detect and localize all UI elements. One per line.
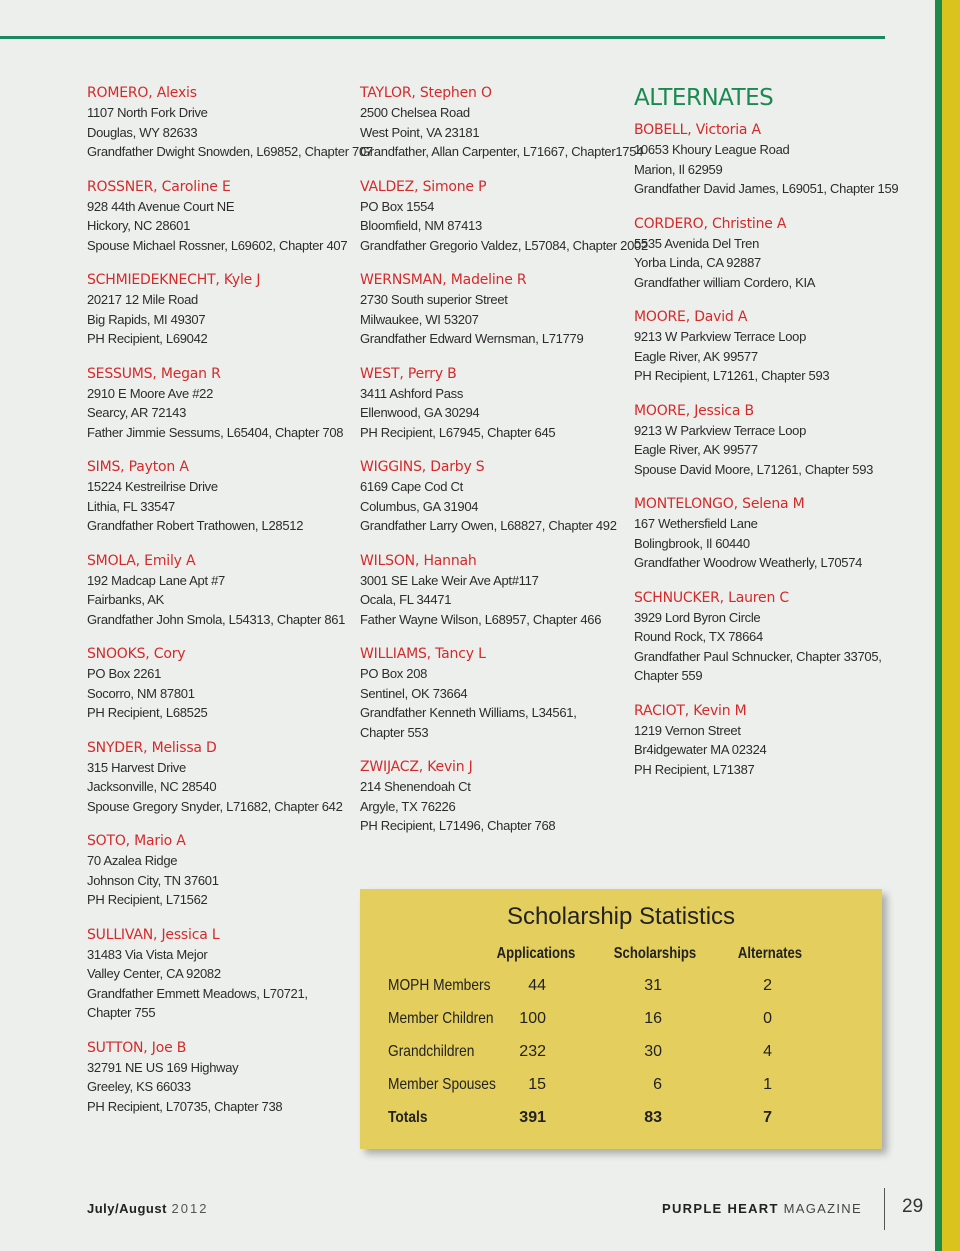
recipient-entry: [87, 457, 352, 536]
edge-stripe-green: [935, 0, 942, 1251]
recipient-name: SULLIVAN, Jessica L: [87, 926, 220, 943]
recipient-entry: [634, 701, 924, 780]
recipient-name: CORDERO, Christine A: [634, 215, 787, 232]
recipient-detail-line: Grandfather, Allan Carpenter, L71667, Chapter1754: [360, 144, 644, 159]
recipient-entry: [360, 457, 625, 536]
recipient-detail-line: PH Recipient, L71387: [634, 761, 755, 777]
recipient-name: WIGGINS, Darby S: [360, 459, 485, 475]
recipient-entry: [634, 307, 924, 386]
recipient-detail-line: Fairbanks, AK: [87, 592, 165, 607]
stats-row: [360, 1010, 882, 1040]
recipient-detail-line: PH Recipient, L68525: [87, 705, 208, 720]
recipient-detail-line: Argyle, TX 76226: [360, 798, 456, 814]
recipient-detail-line: Bolingbrook, Il 60440: [634, 535, 750, 551]
recipient-detail-line: PH Recipient, L67945, Chapter 645: [360, 424, 556, 440]
recipient-entry: [360, 644, 625, 742]
recipient-name: ROMERO, Alexis: [87, 85, 197, 101]
recipient-name: SCHNUCKER, Lauren C: [634, 589, 789, 606]
stats-value: 391: [519, 1109, 546, 1126]
alternates-heading: ALTERNATES: [634, 85, 774, 111]
recipient-detail-line: 192 Madcap Lane Apt #7: [87, 572, 225, 588]
recipient-detail-line: Grandfather Larry Owen, L68827, Chapter 492: [360, 518, 617, 533]
stats-value: 6: [653, 1076, 662, 1093]
stats-row-label: Member Spouses: [388, 1076, 496, 1093]
recipient-detail-line: Father Wayne Wilson, L68957, Chapter 466: [360, 611, 602, 627]
footer-magazine: [662, 1201, 862, 1216]
recipient-detail-line: 2500 Chelsea Road: [360, 105, 470, 120]
recipient-detail-line: Columbus, GA 31904: [360, 498, 479, 514]
recipient-entry: [87, 177, 352, 256]
recipient-detail-line: Lithia, FL 33547: [87, 498, 175, 514]
recipient-detail-line: Chapter 553: [360, 724, 429, 740]
recipient-detail-line: Searcy, AR 72143: [87, 405, 187, 420]
recipient-detail-line: 1219 Vernon Street: [634, 722, 741, 738]
recipient-name: MONTELONGO, Selena M: [634, 496, 805, 512]
recipient-detail-line: 2910 E Moore Ave #22: [87, 385, 214, 401]
recipient-entry: [87, 925, 352, 1023]
recipient-detail-line: 5535 Avenida Del Tren: [634, 235, 760, 251]
recipient-name: MOORE, David A: [634, 309, 748, 325]
recipient-detail-line: Marion, Il 62959: [634, 161, 723, 177]
recipient-name: SMOLA, Emily A: [87, 552, 196, 569]
footer-magazine-name: PURPLE HEART: [662, 1201, 779, 1216]
recipient-detail-line: 15224 Kestreilrise Drive: [87, 479, 218, 494]
stats-row: [360, 1109, 882, 1139]
recipient-detail-line: 167 Wethersfield Lane: [634, 516, 758, 531]
stats-header-alternates: Alternates: [737, 945, 803, 962]
recipient-name: VALDEZ, Simone P: [360, 178, 487, 195]
recipient-detail-line: PO Box 2261: [87, 666, 162, 681]
recipient-entry: [87, 738, 352, 817]
recipients-column-1: [87, 83, 373, 1131]
stats-row-label: Grandchildren: [388, 1043, 475, 1060]
recipient-name: RACIOT, Kevin M: [634, 702, 747, 719]
recipient-detail-line: Grandfather Woodrow Weatherly, L70574: [634, 555, 863, 570]
stats-row-label: Totals: [388, 1109, 428, 1126]
recipient-detail-line: 315 Harvest Drive: [87, 759, 186, 775]
footer-issue: [87, 1201, 208, 1216]
recipient-name: TAYLOR, Stephen O: [360, 85, 492, 101]
alternates-list: [634, 120, 924, 779]
recipient-entry: [87, 270, 352, 349]
recipient-name: ZWIJACZ, Kevin J: [360, 759, 473, 775]
recipient-detail-line: Valley Center, CA 92082: [87, 966, 221, 981]
stats-value: 232: [519, 1043, 546, 1060]
footer-issue-month: July/August: [87, 1201, 167, 1216]
stats-row-label: Member Children: [388, 1010, 494, 1027]
recipient-detail-line: 214 Shenendoah Ct: [360, 779, 471, 794]
recipient-detail-line: 3411 Ashford Pass: [360, 385, 464, 401]
recipient-detail-line: 1107 North Fork Drive: [87, 105, 208, 120]
recipient-name: WERNSMAN, Madeline R: [360, 272, 527, 288]
recipient-name: SNYDER, Melissa D: [87, 739, 217, 756]
recipient-detail-line: Ellenwood, GA 30294: [360, 405, 480, 420]
stats-header-applications: Applications: [496, 945, 576, 962]
recipient-name: SNOOKS, Cory: [87, 646, 186, 662]
recipient-entry: [634, 120, 924, 199]
stats-title: Scholarship Statistics: [506, 903, 736, 930]
recipient-detail-line: Yorba Linda, CA 92887: [634, 255, 761, 270]
recipient-detail-line: Grandfather Edward Wernsman, L71779: [360, 331, 584, 346]
recipient-detail-line: 3001 SE Lake Weir Ave Apt#117: [360, 572, 539, 588]
edge-stripe-yellow: [942, 0, 960, 1251]
recipient-name: BOBELL, Victoria A: [634, 122, 761, 138]
stats-value: 16: [644, 1010, 662, 1027]
recipient-name: SUTTON, Joe B: [87, 1039, 187, 1056]
recipient-detail-line: 20217 12 Mile Road: [87, 292, 198, 307]
recipient-detail-line: Eagle River, AK 99577: [634, 442, 758, 457]
recipient-entry: [634, 401, 924, 480]
recipient-entry: [87, 364, 352, 443]
page-number: 29: [902, 1196, 924, 1217]
stats-value: 100: [519, 1010, 546, 1027]
recipient-detail-line: Br4idgewater MA 02324: [634, 742, 767, 757]
recipient-detail-line: 928 44th Avenue Court NE: [87, 198, 235, 214]
recipient-detail-line: PH Recipient, L71261, Chapter 593: [634, 368, 830, 383]
stats-value: 4: [763, 1043, 772, 1060]
stats-row: [360, 1043, 882, 1073]
recipient-detail-line: PH Recipient, L69042: [87, 331, 208, 346]
recipient-detail-line: 3929 Lord Byron Circle: [634, 609, 761, 625]
recipient-detail-line: PO Box 1554: [360, 198, 435, 214]
recipient-detail-line: Chapter 559: [634, 668, 703, 683]
recipient-entry: [87, 1038, 352, 1117]
recipient-detail-line: PH Recipient, L71496, Chapter 768: [360, 818, 556, 833]
stats-value: 44: [528, 977, 546, 994]
stats-value: 1: [763, 1076, 772, 1093]
recipient-detail-line: Greeley, KS 66033: [87, 1079, 191, 1094]
recipient-entry: [360, 270, 625, 349]
stats-row-label: MOPH Members: [388, 977, 491, 994]
recipient-detail-line: Sentinel, OK 73664: [360, 685, 468, 701]
recipient-entry: [360, 364, 625, 443]
recipient-name: ROSSNER, Caroline E: [87, 178, 231, 195]
recipient-name: WEST, Perry B: [360, 365, 457, 382]
recipient-detail-line: Grandfather william Cordero, KIA: [634, 274, 816, 290]
footer-issue-year: 2012: [171, 1201, 209, 1216]
recipient-detail-line: Jacksonville, NC 28540: [87, 779, 217, 794]
scholarship-statistics-box: [360, 889, 882, 1149]
recipient-entry: [634, 214, 924, 293]
recipient-entry: [634, 494, 924, 573]
recipient-detail-line: Milwaukee, WI 53207: [360, 311, 479, 327]
recipient-detail-line: Father Jimmie Sessums, L65404, Chapter 708: [87, 424, 344, 440]
recipient-name: SIMS, Payton A: [87, 459, 189, 475]
stats-value: 83: [644, 1109, 662, 1126]
recipient-detail-line: Eagle River, AK 99577: [634, 348, 758, 364]
recipient-detail-line: Round Rock, TX 78664: [634, 629, 763, 644]
recipient-entry: [634, 588, 924, 686]
recipient-detail-line: Spouse Gregory Snyder, L71682, Chapter 642: [87, 798, 343, 814]
recipient-detail-line: Johnson City, TN 37601: [87, 872, 219, 888]
recipient-detail-line: West Point, VA 23181: [360, 124, 480, 140]
recipient-detail-line: 32791 NE US 169 Highway: [87, 1059, 239, 1075]
stats-row: [360, 977, 882, 1007]
recipient-entry: [360, 551, 625, 630]
footer-magazine-suffix: MAGAZINE: [783, 1201, 862, 1216]
recipient-entry: [360, 757, 625, 836]
recipient-detail-line: 6169 Cape Cod Ct: [360, 479, 463, 494]
recipient-detail-line: PO Box 208: [360, 666, 428, 681]
recipient-detail-line: Grandfather Emmett Meadows, L70721,: [87, 985, 308, 1001]
stats-value: 7: [763, 1109, 772, 1126]
recipient-detail-line: Socorro, NM 87801: [87, 685, 195, 701]
recipient-detail-line: PH Recipient, L70735, Chapter 738: [87, 1098, 283, 1114]
recipient-entry: [87, 644, 352, 723]
recipient-detail-line: 2730 South superior Street: [360, 292, 508, 307]
footer-divider: [884, 1188, 885, 1230]
recipient-detail-line: Douglas, WY 82633: [87, 124, 198, 140]
recipient-name: SOTO, Mario A: [87, 833, 186, 849]
stats-value: 2: [763, 977, 772, 994]
recipient-detail-line: Grandfather Kenneth Williams, L34561,: [360, 705, 577, 720]
recipient-entry: [87, 831, 352, 910]
recipient-detail-line: Spouse David Moore, L71261, Chapter 593: [634, 461, 874, 477]
recipient-detail-line: 10653 Khoury League Road: [634, 142, 790, 157]
recipient-name: MOORE, Jessica B: [634, 402, 754, 419]
stats-value: 30: [644, 1043, 662, 1060]
recipient-detail-line: Grandfather Paul Schnucker, Chapter 33705,: [634, 648, 882, 664]
recipient-detail-line: 9213 W Parkview Terrace Loop: [634, 422, 807, 438]
stats-value: 0: [763, 1010, 772, 1027]
recipients-column-2: [360, 83, 648, 851]
stats-row: [360, 1076, 882, 1106]
recipient-detail-line: Grandfather Dwight Snowden, L69852, Chapter 707: [87, 144, 373, 159]
recipient-detail-line: 31483 Via Vista Mejor: [87, 946, 208, 962]
recipient-entry: [360, 83, 644, 162]
recipient-detail-line: Grandfather John Smola, L54313, Chapter 861: [87, 611, 346, 627]
recipient-detail-line: Bloomfield, NM 87413: [360, 218, 482, 233]
top-rule: [0, 36, 885, 39]
recipient-detail-line: 70 Azalea Ridge: [87, 853, 178, 868]
recipient-entry: [360, 177, 648, 256]
recipient-detail-line: Grandfather Robert Trathowen, L28512: [87, 518, 304, 533]
recipient-detail-line: Spouse Michael Rossner, L69602, Chapter 407: [87, 237, 348, 253]
recipient-detail-line: Grandfather David James, L69051, Chapter 159: [634, 181, 899, 196]
recipient-entry: [87, 551, 352, 630]
recipient-detail-line: 9213 W Parkview Terrace Loop: [634, 329, 807, 344]
alternates-column: [634, 83, 924, 794]
recipient-name: SESSUMS, Megan R: [87, 365, 221, 382]
recipient-detail-line: Chapter 755: [87, 1005, 156, 1020]
recipient-name: WILLIAMS, Tancy L: [360, 646, 486, 662]
recipient-detail-line: Hickory, NC 28601: [87, 218, 191, 233]
stats-value: 31: [644, 977, 662, 994]
recipient-entry: [87, 83, 373, 162]
stats-header-scholarships: Scholarships: [613, 945, 697, 962]
stats-value: 15: [528, 1076, 546, 1093]
recipient-name: WILSON, Hannah: [360, 552, 477, 569]
recipient-detail-line: Ocala, FL 34471: [360, 592, 452, 607]
recipient-detail-line: Big Rapids, MI 49307: [87, 311, 206, 327]
recipient-detail-line: PH Recipient, L71562: [87, 892, 208, 907]
recipient-name: SCHMIEDEKNECHT, Kyle J: [87, 272, 261, 288]
recipient-detail-line: Grandfather Gregorio Valdez, L57084, Chapter 2002: [360, 237, 648, 253]
